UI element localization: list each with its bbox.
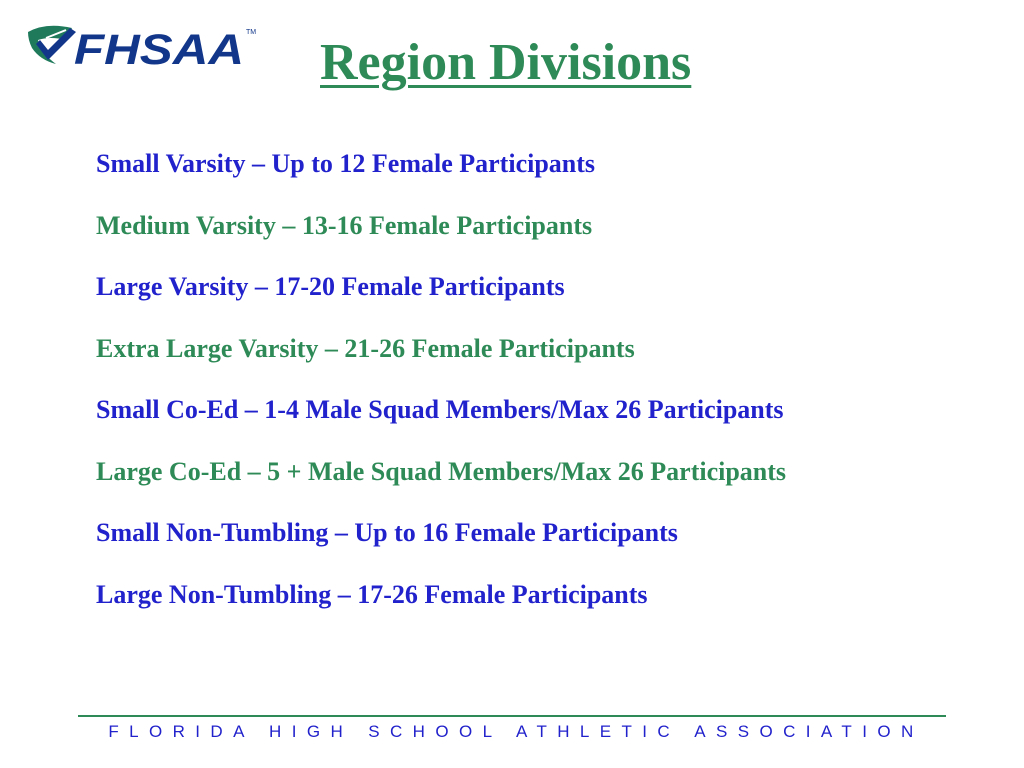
- division-small-non-tumbling: Small Non-Tumbling – Up to 16 Female Participants: [96, 518, 678, 547]
- division-small-varsity: Small Varsity – Up to 12 Female Participants: [96, 149, 596, 178]
- footer-association-name: FLORIDA HIGH SCHOOL ATHLETIC ASSOCIATION: [108, 722, 924, 741]
- division-small-co-ed: Small Co-Ed – 1-4 Male Squad Members/Max 26 Participants: [96, 395, 784, 424]
- division-large-non-tumbling: Large Non-Tumbling – 17-26 Female Participants: [96, 579, 648, 609]
- slide-title: Region Divisions: [320, 34, 692, 91]
- logo-text: FHSAA: [74, 26, 244, 74]
- division-large-co-ed: Large Co-Ed – 5 + Male Squad Members/Max 26 Participants: [96, 456, 787, 486]
- trademark-mark: TM: [246, 29, 257, 36]
- division-medium-varsity: Medium Varsity – 13-16 Female Participants: [96, 210, 593, 240]
- footer-divider: [78, 715, 946, 717]
- division-large-varsity: Large Varsity – 17-20 Female Participants: [96, 272, 565, 301]
- division-list: [96, 144, 786, 636]
- division-extra-large-varsity: Extra Large Varsity – 21-26 Female Participants: [96, 333, 635, 363]
